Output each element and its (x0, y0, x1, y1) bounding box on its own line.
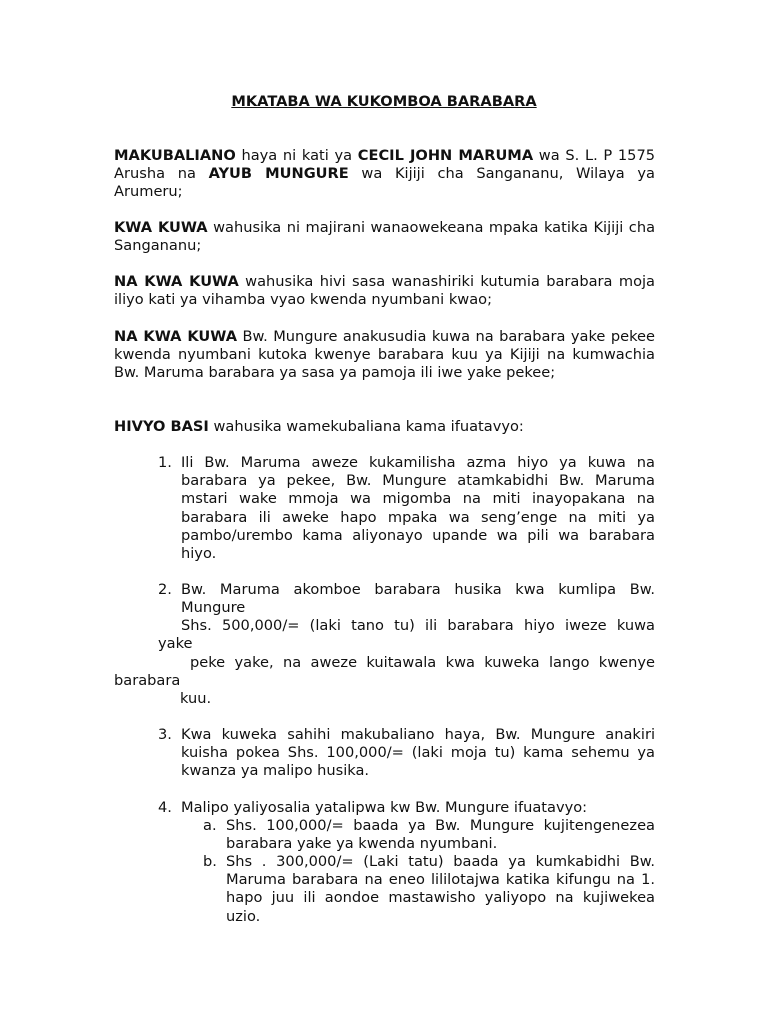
list-item-text: Malipo yaliyosalia yatalipwa kw Bw. Mungure ifuatavyo: (181, 799, 588, 816)
list-number: 1. (158, 454, 172, 471)
paragraph-agreement-parties (114, 147, 655, 202)
list-number: 4. (158, 799, 172, 816)
lead-kwa-kuwa: KWA KUWA (114, 219, 208, 236)
paragraph-whereas-1 (114, 219, 655, 255)
p1-text-3: wa Kijiji cha Sangananu, Wilaya ya Arumeru; (114, 165, 655, 201)
list-item-text: Kwa kuweka sahihi makubaliano haya, Bw. Mungure anakiri kuisha pokea Shs. 100,000/= (laki moja tu) kama sehemu ya kwanza ya malipo husika. (181, 726, 655, 780)
p2-text: wahusika ni majirani wanaowekeana mpaka katika Kijiji cha Sangananu; (114, 219, 656, 255)
p5-text: wahusika wamekubaliana kama ifuatavyo: (208, 418, 524, 435)
lead-makubaliano: MAKUBALIANO (114, 147, 236, 164)
sub-item-text: Shs . 300,000/= (Laki tatu) baada ya kumkabidhi Bw. Maruma barabara na eneo lililotajwa katika kifungu na 1. hapo juu ili aondoe mastawisho yaliyopo na kujiwekea uzio. (226, 853, 655, 925)
list-item-text: Ili Bw. Maruma aweze kukamilisha azma hiyo ya kuwa na barabara ya pekee, Bw. Mungure atamkabidhi Bw. Maruma mstari wake mmoja wa migomba na miti inayopakana na barabara ili aweke hapo mpaka wa seng’enge na miti ya pambo/urembo kama aliyonayo upande wa pili wa barabara hiyo. (181, 454, 655, 563)
paragraph-whereas-3 (114, 328, 655, 383)
paragraph-whereas-2 (114, 273, 655, 309)
list-number: 2. (158, 581, 172, 598)
party-name-2: AYUB MUNGURE (208, 165, 349, 183)
p1-text-1: haya ni kati ya (235, 147, 358, 164)
p3-text: wahusika hivi sasa wanashiriki kutumia barabara moja iliyo kati ya vihamba vyao kwenda nyumbani kwao; (114, 273, 655, 309)
p1-text-2: wa S. L. P 1575 Arusha na (114, 147, 656, 183)
document-title: MKATABA WA KUKOMBOA BARABARA (231, 93, 537, 110)
list-item-line: kuu. (180, 690, 212, 707)
lead-hivyo-basi: HIVYO BASI (114, 418, 209, 435)
list-item-line: peke yake, na aweze kuitawala kwa kuweka lango kwenye (190, 654, 655, 671)
p4-text: Bw. Mungure anakusudia kuwa na barabara yake pekee kwenda nyumbani kutoka kwenye barabara kuu ya Kijiji na kumwachia Bw. Maruma barabara ya sasa ya pamoja ili iwe yake pekee; (114, 328, 655, 382)
lead-na-kwa-kuwa-2: NA KWA KUWA (114, 328, 238, 345)
sub-item-text: Shs. 100,000/= baada ya Bw. Mungure kujitengenezea barabara yake ya kwenda nyumbani. (226, 817, 655, 853)
sub-item-label: b. (203, 853, 217, 870)
list-number: 3. (158, 726, 172, 743)
list-item-2 (114, 581, 655, 711)
list-item-line: Shs. 500,000/= (laki tano tu) ili barabara hiyo iweze kuwa (181, 617, 655, 634)
party-name-1: CECIL JOHN MARUMA (357, 147, 534, 164)
list-item-line: barabara (114, 672, 181, 689)
list-item-line: Mungure (181, 599, 246, 616)
lead-na-kwa-kuwa-1: NA KWA KUWA (114, 273, 239, 290)
list-item-line: Bw. Maruma akomboe barabara husika kwa kumlipa Bw. (181, 581, 655, 598)
sub-item-label: a. (203, 817, 217, 834)
paragraph-therefore (114, 418, 655, 436)
list-item-line: yake (158, 635, 193, 652)
